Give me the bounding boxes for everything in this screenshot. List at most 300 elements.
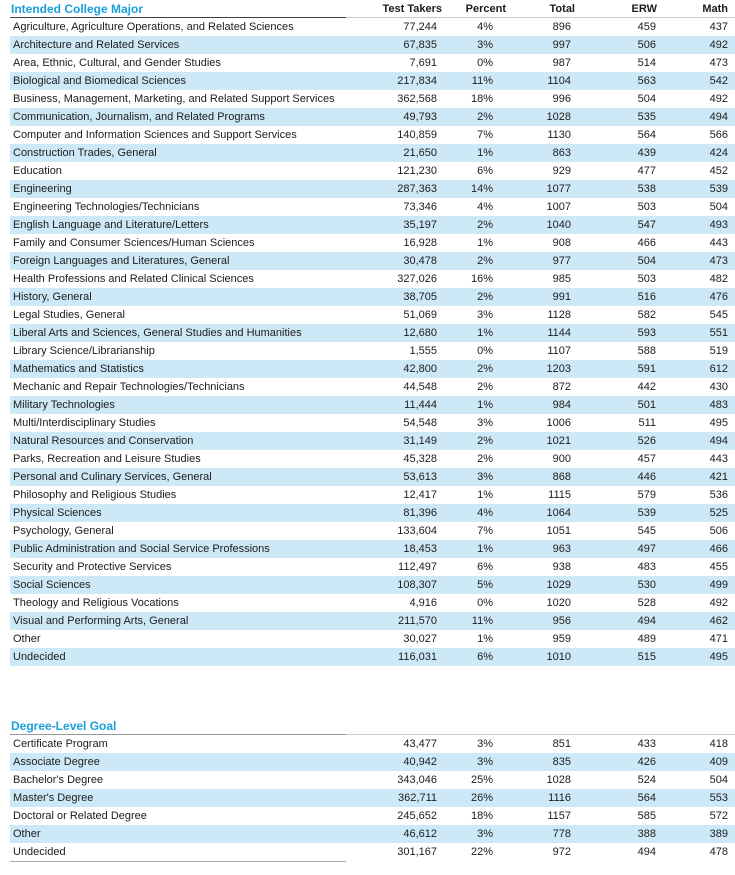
erw-value: 442 (637, 381, 656, 393)
erw-value: 489 (637, 633, 656, 645)
percent-value: 4% (477, 21, 493, 33)
table-row (10, 540, 735, 558)
total-value: 1115 (548, 489, 571, 501)
math-value: 539 (709, 183, 728, 195)
table-row (10, 342, 735, 360)
table-row (10, 807, 735, 825)
math-value: 519 (709, 345, 728, 357)
row-label: Social Sciences (13, 579, 91, 591)
percent-value: 2% (477, 363, 493, 375)
erw-value: 506 (637, 39, 656, 51)
erw-value: 524 (637, 774, 656, 786)
total-value: 956 (552, 615, 571, 627)
row-label: Undecided (13, 651, 66, 663)
row-label: Associate Degree (13, 756, 100, 768)
table-header-row (10, 717, 735, 735)
row-label: Architecture and Related Services (13, 39, 180, 51)
table-row (10, 324, 735, 342)
table-row (10, 594, 735, 612)
percent-value: 3% (477, 756, 493, 768)
table-row (10, 735, 735, 754)
percent-value: 0% (477, 597, 493, 609)
total-value: 1028 (546, 774, 571, 786)
test-takers-value: 362,711 (398, 792, 437, 804)
row-label: Foreign Languages and Literatures, General (13, 255, 230, 267)
table-row (10, 162, 735, 180)
total-value: 1006 (546, 417, 571, 429)
total-value: 1130 (547, 129, 571, 141)
math-value: 542 (709, 75, 728, 87)
percent-value: 2% (477, 381, 493, 393)
erw-value: 535 (637, 111, 656, 123)
row-label: Philosophy and Religious Studies (13, 489, 177, 501)
total-value: 991 (552, 291, 571, 303)
math-value: 437 (709, 21, 728, 33)
total-value: 1021 (546, 435, 571, 447)
total-value: 1064 (546, 507, 571, 519)
total-value: 1010 (546, 651, 571, 663)
percent-value: 6% (477, 651, 493, 663)
row-label: Other (13, 828, 41, 840)
percent-value: 14% (470, 183, 493, 195)
column-header-spacer (506, 717, 575, 735)
table-row (10, 144, 735, 162)
test-takers-value: 1,555 (409, 345, 437, 357)
row-label: Certificate Program (13, 738, 108, 750)
test-takers-value: 67,835 (403, 39, 437, 51)
percent-value: 2% (477, 255, 493, 267)
total-value: 1029 (546, 579, 571, 591)
test-takers-value: 108,307 (397, 579, 437, 591)
percent-value: 1% (477, 327, 493, 339)
math-value: 462 (709, 615, 728, 627)
test-takers-value: 73,346 (403, 201, 437, 213)
test-takers-value: 327,026 (397, 273, 437, 285)
math-value: 492 (709, 39, 728, 51)
table-row (10, 558, 735, 576)
percent-value: 16% (470, 273, 493, 285)
erw-value: 564 (637, 792, 656, 804)
row-label: Liberal Arts and Sciences, General Studies and Humanities (13, 327, 302, 339)
percent-value: 4% (477, 201, 493, 213)
row-label: English Language and Literature/Letters (13, 219, 209, 231)
column-header-spacer (657, 717, 735, 735)
row-label: Physical Sciences (13, 507, 102, 519)
math-value: 551 (709, 327, 728, 339)
total-value: 872 (552, 381, 571, 393)
table-row (10, 630, 735, 648)
percent-value: 1% (477, 147, 493, 159)
total-value: 908 (552, 237, 571, 249)
math-value: 421 (709, 471, 728, 483)
row-label: Communication, Journalism, and Related Programs (13, 111, 265, 123)
math-value: 612 (709, 363, 728, 375)
percent-value: 0% (477, 57, 493, 69)
erw-value: 433 (637, 738, 656, 750)
math-value: 506 (709, 525, 728, 537)
test-takers-value: 30,027 (403, 633, 437, 645)
test-takers-value: 245,652 (397, 810, 437, 822)
row-label: Biological and Biomedical Sciences (13, 75, 187, 87)
total-value: 1203 (546, 363, 571, 375)
column-header-total: Total (506, 1, 575, 18)
percent-value: 7% (477, 129, 493, 141)
test-takers-value: 140,859 (397, 129, 437, 141)
total-value: 900 (552, 453, 571, 465)
column-header-percent: Percent (442, 1, 506, 18)
math-value: 418 (709, 738, 728, 750)
erw-value: 515 (637, 651, 656, 663)
percent-value: 3% (477, 471, 493, 483)
test-takers-value: 343,046 (397, 774, 437, 786)
erw-value: 446 (637, 471, 656, 483)
math-value: 389 (709, 828, 728, 840)
test-takers-value: 18,453 (403, 543, 437, 555)
math-value: 471 (709, 633, 728, 645)
row-label: Engineering (13, 183, 72, 195)
percent-value: 18% (470, 93, 493, 105)
math-value: 553 (709, 792, 728, 804)
erw-value: 504 (637, 93, 656, 105)
total-value: 1020 (546, 597, 571, 609)
test-takers-value: 16,928 (403, 237, 437, 249)
test-takers-value: 11,444 (404, 399, 437, 411)
erw-value: 530 (637, 579, 656, 591)
degree-level-goal-table (10, 717, 735, 862)
row-label: Legal Studies, General (13, 309, 125, 321)
total-value: 938 (552, 561, 571, 573)
math-value: 482 (709, 273, 728, 285)
math-value: 572 (709, 810, 728, 822)
table-row (10, 396, 735, 414)
test-takers-value: 301,167 (397, 846, 437, 859)
percent-value: 7% (477, 525, 493, 537)
math-value: 495 (709, 651, 728, 663)
percent-value: 1% (477, 543, 493, 555)
erw-value: 593 (637, 327, 656, 339)
table-row (10, 180, 735, 198)
percent-value: 5% (477, 579, 493, 591)
percent-value: 2% (477, 219, 493, 231)
row-label: Mathematics and Statistics (13, 363, 144, 375)
percent-value: 3% (477, 39, 493, 51)
total-value: 863 (552, 147, 571, 159)
test-takers-value: 116,031 (398, 651, 437, 663)
erw-value: 497 (637, 543, 656, 555)
table-row (10, 789, 735, 807)
total-value: 985 (552, 273, 571, 285)
table-row (10, 486, 735, 504)
total-value: 987 (552, 57, 571, 69)
row-label: Undecided (10, 843, 346, 862)
column-header-test-takers: Test Takers (346, 1, 442, 18)
erw-value: 457 (637, 453, 656, 465)
erw-value: 503 (637, 201, 656, 213)
row-label: Computer and Information Sciences and Support Services (13, 129, 297, 141)
total-value: 1007 (546, 201, 571, 213)
total-value: 835 (552, 756, 571, 768)
math-value: 483 (709, 399, 728, 411)
total-value: 997 (552, 39, 571, 51)
math-value: 504 (709, 201, 728, 213)
row-label: History, General (13, 291, 92, 303)
percent-value: 2% (477, 111, 493, 123)
total-value: 1028 (546, 111, 571, 123)
math-value: 478 (709, 846, 728, 859)
table-row (10, 771, 735, 789)
percent-value: 25% (470, 774, 493, 786)
total-value: 896 (552, 21, 571, 33)
math-value: 504 (709, 774, 728, 786)
erw-value: 516 (637, 291, 656, 303)
percent-value: 6% (477, 165, 493, 177)
total-value: 977 (552, 255, 571, 267)
table-row (10, 825, 735, 843)
test-takers-value: 30,478 (403, 255, 437, 267)
percent-value: 26% (470, 792, 493, 804)
erw-value: 591 (637, 363, 656, 375)
total-value: 1077 (546, 183, 571, 195)
column-header-spacer (346, 717, 442, 735)
table-row (10, 252, 735, 270)
total-value: 929 (552, 165, 571, 177)
intended-college-major-table (10, 1, 735, 666)
erw-value: 459 (637, 21, 656, 33)
table-row (10, 36, 735, 54)
table-header-row (10, 1, 735, 18)
row-label: Psychology, General (13, 525, 114, 537)
column-header-spacer (442, 717, 506, 735)
math-value: 424 (709, 147, 728, 159)
total-value: 1144 (547, 327, 571, 339)
math-value: 473 (709, 255, 728, 267)
math-value: 525 (709, 507, 728, 519)
math-value: 430 (709, 381, 728, 393)
math-value: 443 (709, 237, 728, 249)
math-value: 494 (709, 111, 728, 123)
table-row (10, 270, 735, 288)
test-takers-value: 51,069 (403, 309, 437, 321)
row-label: Education (13, 165, 62, 177)
erw-value: 494 (637, 846, 656, 859)
test-takers-value: 77,244 (403, 21, 437, 33)
test-takers-value: 31,149 (403, 435, 437, 447)
test-takers-value: 49,793 (403, 111, 437, 123)
erw-value: 538 (637, 183, 656, 195)
percent-value: 3% (477, 828, 493, 840)
test-takers-value: 4,916 (409, 597, 437, 609)
table-row (10, 648, 735, 666)
table-row (10, 216, 735, 234)
row-label: Security and Protective Services (13, 561, 172, 573)
erw-value: 466 (637, 237, 656, 249)
row-label: Area, Ethnic, Cultural, and Gender Studies (13, 57, 221, 69)
percent-value: 3% (477, 309, 493, 321)
test-takers-value: 133,604 (397, 525, 437, 537)
erw-value: 585 (637, 810, 656, 822)
percent-value: 2% (477, 453, 493, 465)
total-value: 1116 (548, 792, 571, 804)
percent-value: 0% (477, 345, 493, 357)
table-row (10, 54, 735, 72)
erw-value: 514 (637, 57, 656, 69)
row-label: Doctoral or Related Degree (13, 810, 147, 822)
erw-value: 563 (637, 75, 656, 87)
table-row (10, 306, 735, 324)
erw-value: 528 (637, 597, 656, 609)
total-value: 851 (552, 738, 571, 750)
percent-value: 1% (477, 489, 493, 501)
math-value: 499 (709, 579, 728, 591)
test-takers-value: 35,197 (403, 219, 437, 231)
test-takers-value: 112,497 (398, 561, 437, 573)
percent-value: 11% (471, 75, 493, 87)
erw-value: 501 (637, 399, 656, 411)
column-header-erw: ERW (575, 1, 657, 18)
percent-value: 11% (471, 615, 493, 627)
table-row (10, 126, 735, 144)
percent-value: 22% (470, 846, 493, 859)
erw-value: 547 (637, 219, 656, 231)
test-takers-value: 21,650 (403, 147, 437, 159)
test-takers-value: 362,568 (397, 93, 437, 105)
table-row (10, 378, 735, 396)
total-value: 1157 (547, 810, 571, 822)
row-label: Engineering Technologies/Technicians (13, 201, 200, 213)
table-row (10, 414, 735, 432)
percent-value: 2% (477, 291, 493, 303)
row-label: Bachelor's Degree (13, 774, 104, 786)
percent-value: 18% (470, 810, 493, 822)
percent-value: 3% (477, 417, 493, 429)
test-takers-value: 81,396 (403, 507, 437, 519)
math-value: 536 (709, 489, 728, 501)
test-takers-value: 44,548 (403, 381, 437, 393)
math-value: 476 (709, 291, 728, 303)
row-label: Theology and Religious Vocations (13, 597, 179, 609)
percent-value: 1% (477, 237, 493, 249)
math-value: 452 (709, 165, 728, 177)
row-label: Multi/Interdisciplinary Studies (13, 417, 156, 429)
total-value: 959 (552, 633, 571, 645)
degree-table-body (10, 735, 735, 862)
section-title: Degree-Level Goal (10, 717, 346, 735)
erw-value: 526 (637, 435, 656, 447)
row-label: Family and Consumer Sciences/Human Sciences (13, 237, 255, 249)
row-label: Parks, Recreation and Leisure Studies (13, 453, 201, 465)
math-value: 493 (709, 219, 728, 231)
math-value: 466 (709, 543, 728, 555)
percent-value: 3% (477, 738, 493, 750)
row-label: Military Technologies (13, 399, 115, 411)
row-label: Public Administration and Social Service Professions (13, 543, 270, 555)
column-header-spacer (575, 717, 657, 735)
total-value: 1104 (547, 75, 571, 87)
erw-value: 511 (638, 417, 656, 429)
table-row (10, 288, 735, 306)
row-label: Health Professions and Related Clinical Sciences (13, 273, 254, 285)
table-row (10, 612, 735, 630)
test-takers-value: 211,570 (398, 615, 437, 627)
table-row (10, 108, 735, 126)
table-row (10, 198, 735, 216)
table-row (10, 504, 735, 522)
table-row (10, 522, 735, 540)
row-label: Agriculture, Agriculture Operations, and Related Sciences (13, 21, 294, 33)
test-takers-value: 54,548 (403, 417, 437, 429)
table-row (10, 18, 735, 37)
row-label: Master's Degree (13, 792, 94, 804)
test-takers-value: 53,613 (403, 471, 437, 483)
total-value: 1128 (547, 309, 571, 321)
math-value: 566 (709, 129, 728, 141)
major-table-body (10, 18, 735, 667)
row-label: Mechanic and Repair Technologies/Technicians (13, 381, 245, 393)
total-value: 963 (552, 543, 571, 555)
table-row (10, 360, 735, 378)
section-title: Intended College Major (10, 1, 346, 18)
row-label: Visual and Performing Arts, General (13, 615, 189, 627)
table-row (10, 234, 735, 252)
percent-value: 4% (477, 507, 493, 519)
erw-value: 582 (637, 309, 656, 321)
percent-value: 6% (477, 561, 493, 573)
test-takers-value: 287,363 (397, 183, 437, 195)
table-row (10, 90, 735, 108)
erw-value: 388 (637, 828, 656, 840)
math-value: 473 (709, 57, 728, 69)
test-takers-value: 42,800 (403, 363, 437, 375)
total-value: 1040 (546, 219, 571, 231)
total-value: 778 (552, 828, 571, 840)
math-value: 443 (709, 453, 728, 465)
total-value: 984 (552, 399, 571, 411)
test-takers-value: 38,705 (403, 291, 437, 303)
erw-value: 503 (637, 273, 656, 285)
erw-value: 504 (637, 255, 656, 267)
test-takers-value: 12,417 (403, 489, 437, 501)
table-row (10, 468, 735, 486)
erw-value: 426 (637, 756, 656, 768)
test-takers-value: 12,680 (403, 327, 437, 339)
erw-value: 539 (637, 507, 656, 519)
erw-value: 564 (637, 129, 656, 141)
test-takers-value: 46,612 (403, 828, 437, 840)
table-row (10, 753, 735, 771)
percent-value: 1% (477, 399, 493, 411)
test-takers-value: 45,328 (403, 453, 437, 465)
erw-value: 483 (637, 561, 656, 573)
row-label: Construction Trades, General (13, 147, 157, 159)
erw-value: 494 (637, 615, 656, 627)
math-value: 545 (709, 309, 728, 321)
table-row (10, 450, 735, 468)
test-takers-value: 43,477 (403, 738, 437, 750)
erw-value: 477 (637, 165, 656, 177)
erw-value: 579 (637, 489, 656, 501)
math-value: 492 (709, 597, 728, 609)
table-row (10, 576, 735, 594)
total-value: 1051 (546, 525, 571, 537)
test-takers-value: 7,691 (409, 57, 437, 69)
math-value: 495 (709, 417, 728, 429)
math-value: 494 (709, 435, 728, 447)
row-label: Library Science/Librarianship (13, 345, 155, 357)
test-takers-value: 40,942 (403, 756, 437, 768)
row-label: Other (13, 633, 41, 645)
total-value: 972 (552, 846, 571, 859)
row-label: Natural Resources and Conservation (13, 435, 194, 447)
